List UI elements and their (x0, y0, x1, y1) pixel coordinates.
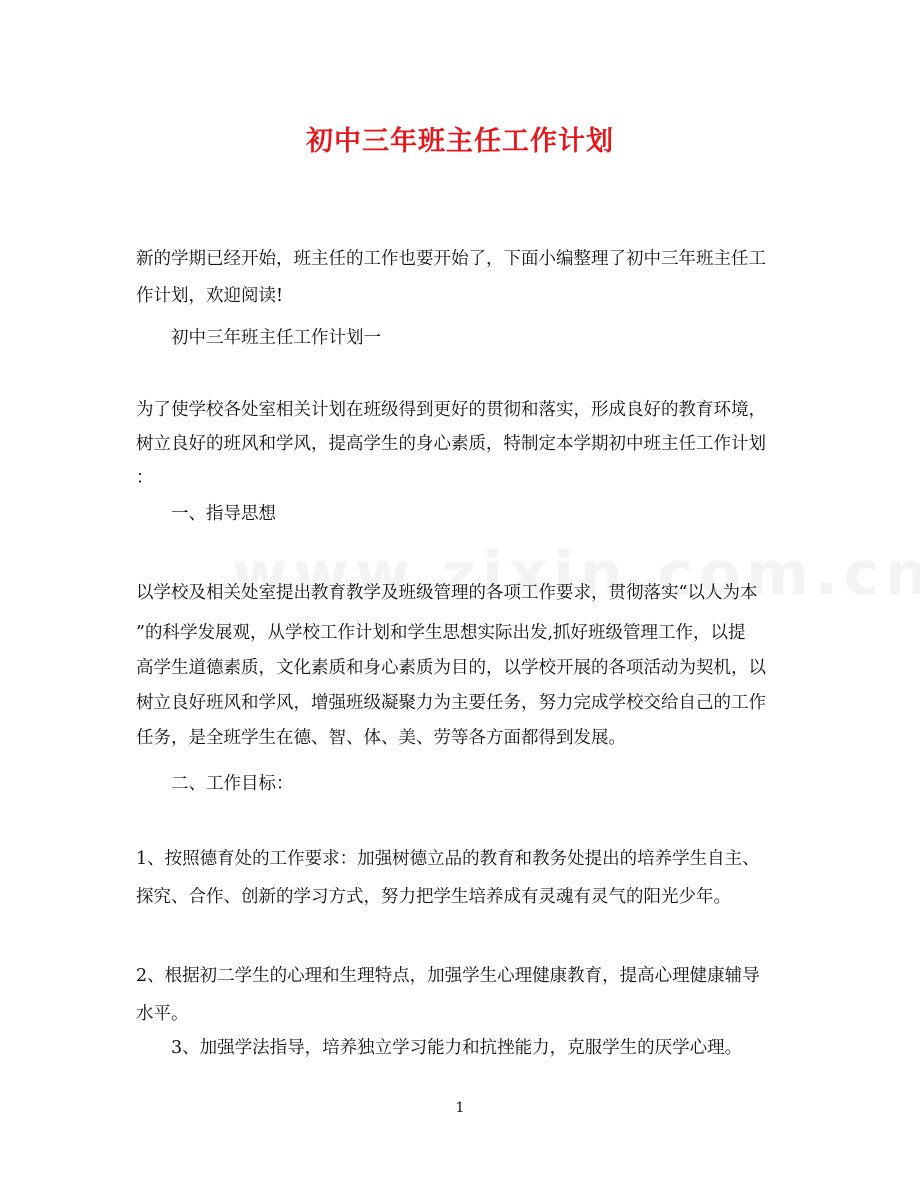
guiding-line: 高学生道德素质，文化素质和身心素质为目的，以学校开展的各项活动为契机，以 (136, 658, 766, 678)
intro-paragraph (136, 241, 786, 315)
purpose-line: 树立良好的班风和学风，提高学生的身心素质，特制定本学期初中班主任工作计划 (136, 434, 766, 454)
goal-2-paragraph (136, 957, 786, 1033)
goal-1-line: 探究、合作、创新的学习方式，努力把学生培养成有灵魂有灵气的阳光少年。 (136, 887, 731, 907)
heading-guiding-ideas: 一、指导思想 (171, 504, 276, 524)
heading-work-goals: 二、工作目标： (171, 774, 294, 794)
goal-2-line: 2、根据初二学生的心理和生理特点，加强学生心理健康教育，提高心理健康辅导 (136, 966, 760, 986)
goal-2-line: 水平。 (136, 1004, 189, 1024)
guiding-line: 任务，是全班学生在德、智、体、美、劳等各方面都得到发展。 (136, 728, 626, 748)
goal-1-paragraph (136, 840, 786, 916)
purpose-line: 为了使学校各处室相关计划在班级得到更好的贯彻和落实，形成良好的教育环境， (136, 400, 766, 420)
section-heading: 初中三年班主任工作计划一 (171, 328, 381, 348)
document-title: 初中三年班主任工作计划 (306, 126, 614, 157)
guiding-line: 以学校及相关处室提出教育教学及班级管理的各项工作要求，贯彻落实“以人为本 (136, 583, 758, 603)
guiding-line: 树立良好班风和学风，增强班级凝聚力为主要任务，努力完成学校交给自己的工作 (136, 693, 766, 713)
guiding-paragraph (136, 576, 786, 756)
purpose-paragraph (136, 393, 786, 495)
page-number: 1 (455, 1100, 465, 1116)
purpose-line: ： (136, 468, 154, 488)
goal-3-paragraph: 3、加强学法指导，培养独立学习能力和抗挫能力，克服学生的厌学心理。 (171, 1038, 743, 1058)
intro-line: 新的学期已经开始，班主任的工作也要开始了，下面小编整理了初中三年班主任工 (136, 249, 766, 269)
goal-1-line: 1、按照德育处的工作要求：加强树德立品的教育和教务处提出的培养学生自主、 (136, 849, 760, 869)
intro-line: 作计划，欢迎阅读! (136, 286, 284, 306)
guiding-line: ”的科学发展观，从学校工作计划和学生思想实际出发,抓好班级管理工作，以提 (136, 623, 746, 643)
